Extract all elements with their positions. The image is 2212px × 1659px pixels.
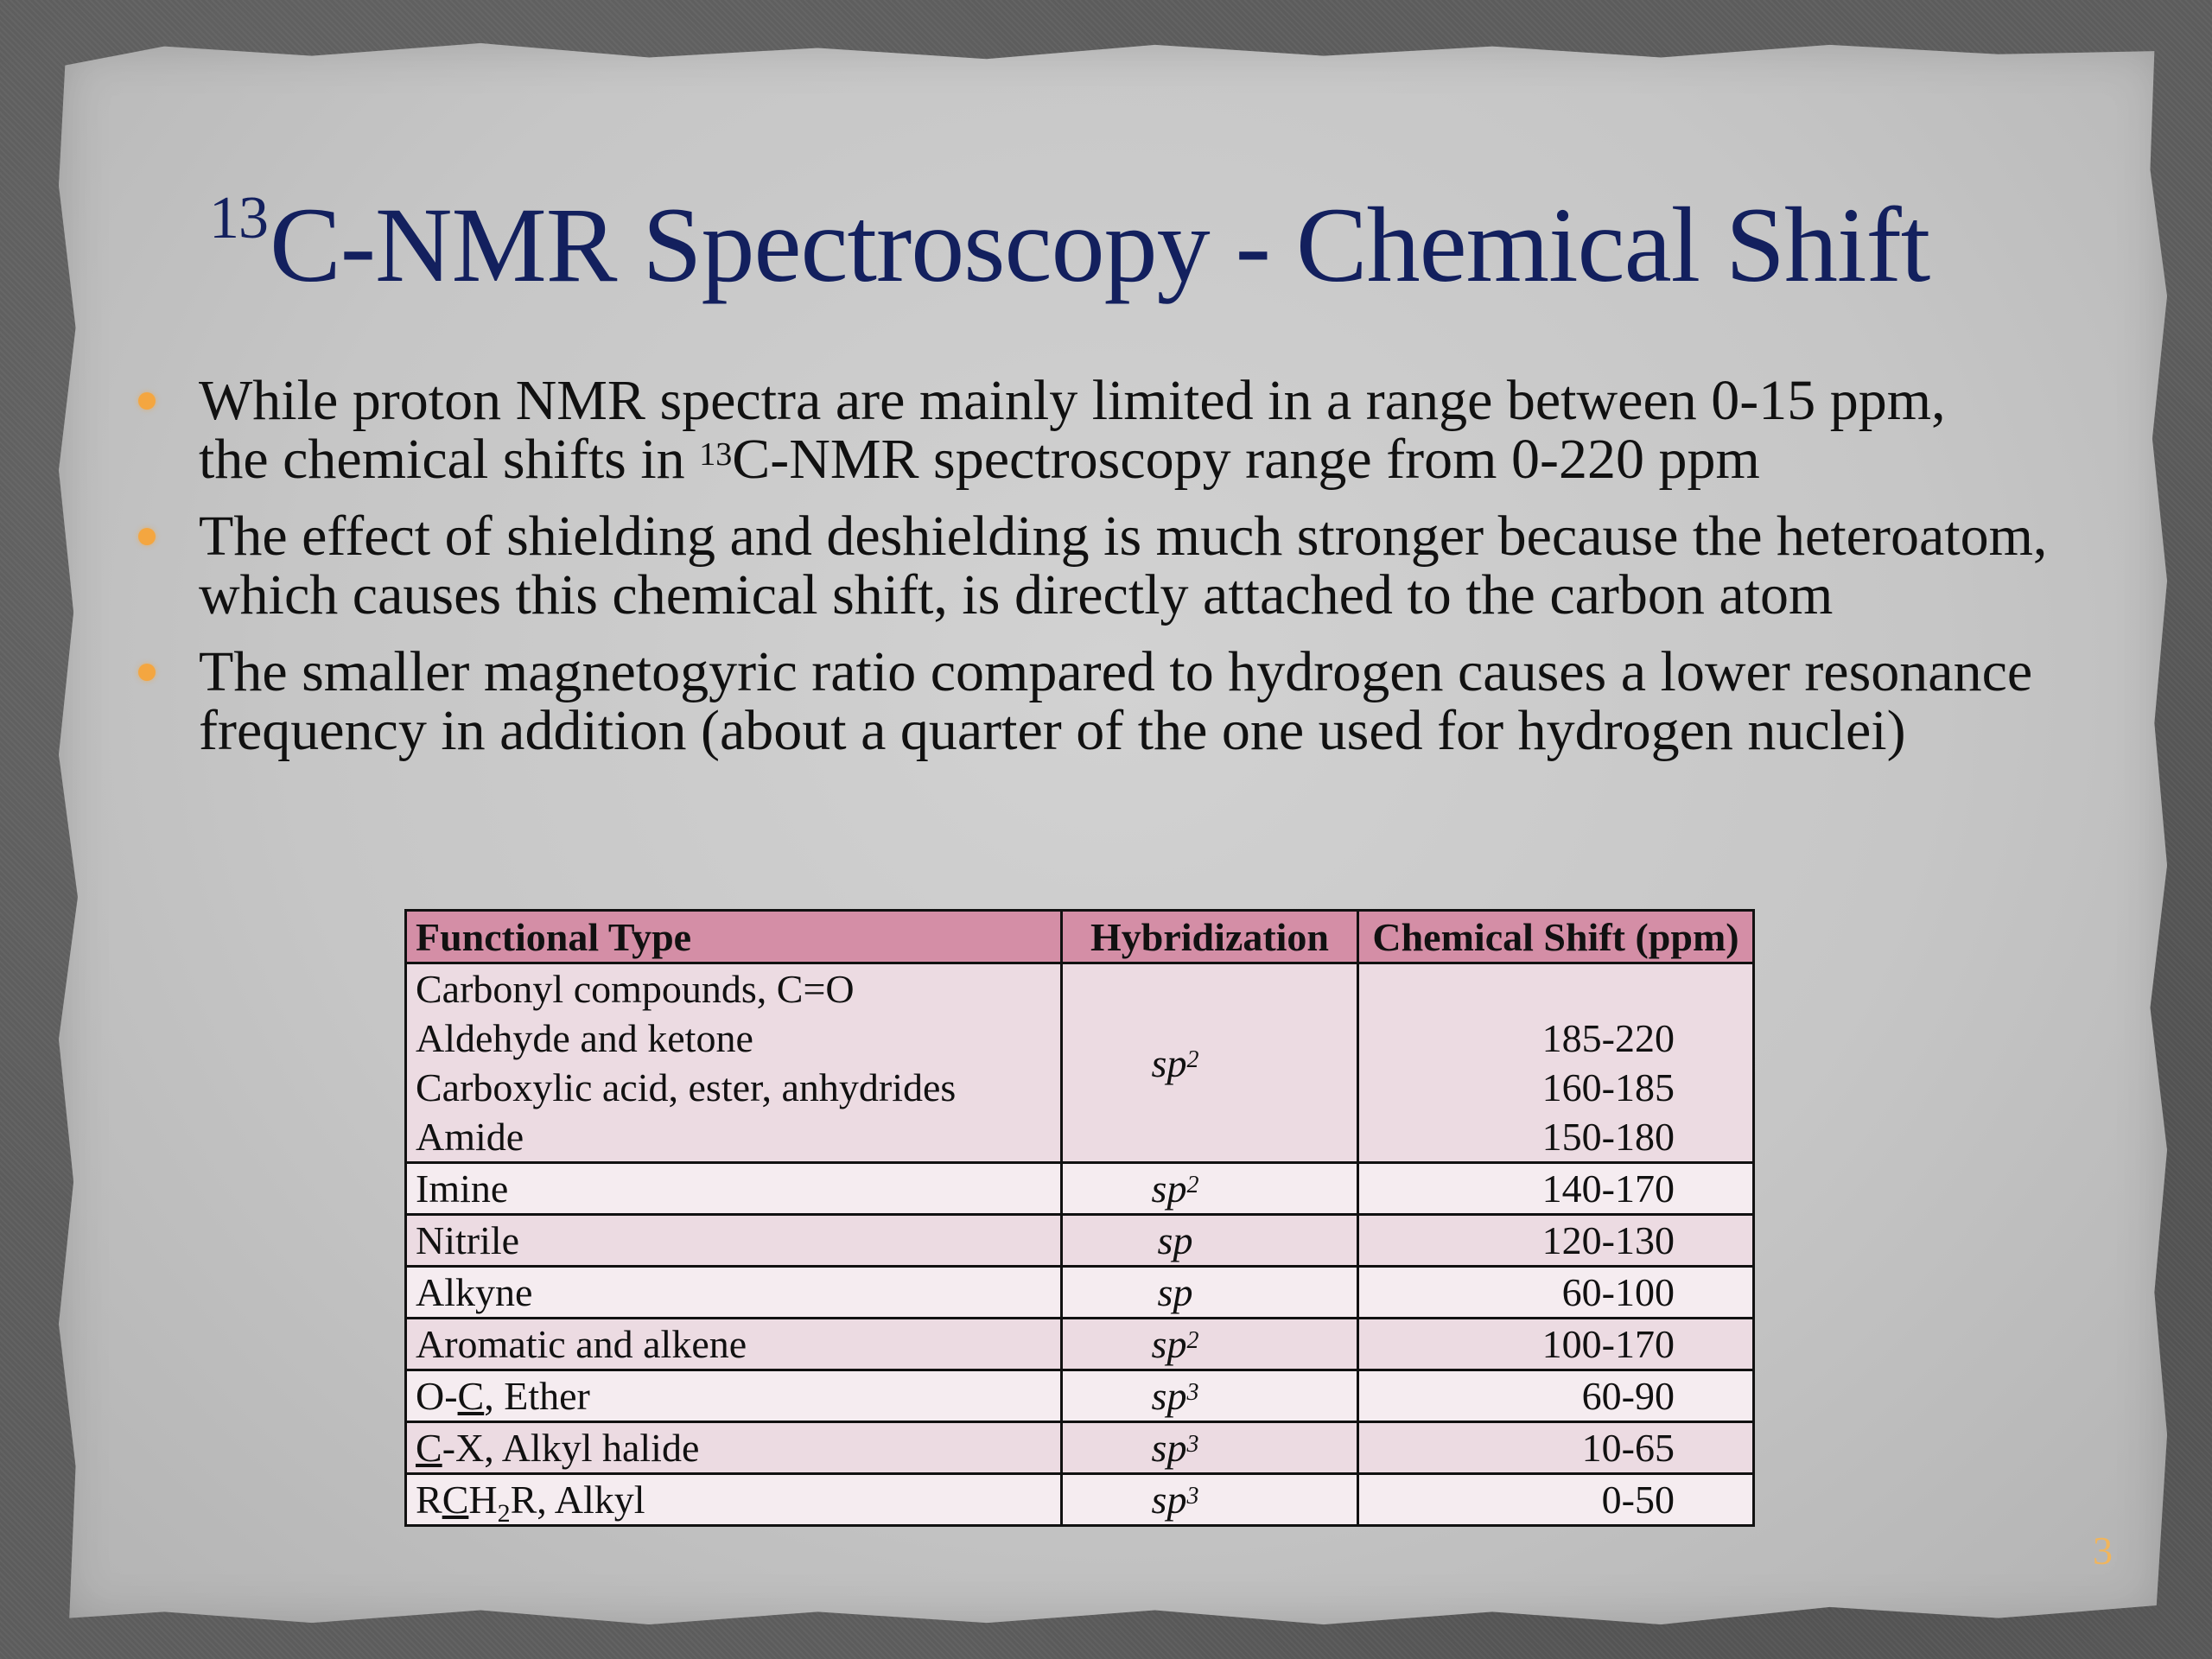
page-number: 3 xyxy=(2093,1529,2113,1573)
cell-hybridization xyxy=(1062,1163,1358,1215)
cell-functional-type: Aromatic and alkene xyxy=(406,1319,1062,1370)
bullet-item xyxy=(138,369,2091,491)
bullet-superscript: 13 xyxy=(699,436,733,473)
table-row-carbonyl xyxy=(406,963,1754,1163)
shift-line: 185-220 xyxy=(1541,1016,1675,1060)
hyb-superscript: 3 xyxy=(1186,1431,1199,1458)
bullet-text: The smaller magnetogyric ratio compared to hydrogen causes a lower resonance frequency in addition (about a quarter of the one used for hydrogen nuclei) xyxy=(199,640,2033,762)
cell-hybridization xyxy=(1062,1319,1358,1370)
table-row xyxy=(406,1422,1754,1474)
hyb-base: sp xyxy=(1151,1374,1187,1418)
type-line: Amide xyxy=(416,1115,524,1159)
cell-chemical-shift: 140-170 xyxy=(1358,1163,1754,1215)
bullet-dot-icon xyxy=(138,664,156,681)
table-row xyxy=(406,1215,1754,1267)
type-line: Carboxylic acid, ester, anhydrides xyxy=(416,1065,957,1109)
cell-hybridization xyxy=(1062,1422,1358,1474)
cell-functional-type: O-C, Ether xyxy=(406,1370,1062,1422)
cell-functional-type xyxy=(406,963,1062,1163)
chemical-shift-table xyxy=(404,909,1755,1527)
hyb-base: sp xyxy=(1151,1478,1187,1522)
type-line: Aldehyde and ketone xyxy=(416,1016,753,1060)
cell-hybridization xyxy=(1062,963,1358,1163)
table-header-row xyxy=(406,911,1754,963)
bullet-text: the chemical shifts in xyxy=(199,428,700,491)
bullet-text: C-NMR spectroscopy range from 0-220 ppm xyxy=(732,428,1760,491)
table-row xyxy=(406,1267,1754,1319)
hyb-base: sp xyxy=(1151,1322,1187,1366)
bullet-dot-icon xyxy=(138,528,156,545)
hyb-superscript: 2 xyxy=(1186,1046,1199,1073)
hyb-base: sp xyxy=(1151,1040,1187,1085)
bullet-dot-icon xyxy=(138,392,156,410)
hyb-base: sp xyxy=(1157,1218,1193,1262)
bullet-text: The effect of shielding and deshielding is much stronger because the heteroatom, which causes this chemical shift, is directly attached to the carbon atom xyxy=(199,505,2048,626)
title-superscript: 13 xyxy=(209,185,268,251)
hyb-superscript: 2 xyxy=(1186,1172,1199,1198)
bullet-text: While proton NMR spectra are mainly limited in a range between 0-15 ppm, xyxy=(199,369,1946,432)
title-text: C-NMR Spectroscopy - Chemical Shift xyxy=(270,186,1930,304)
table-row xyxy=(406,1163,1754,1215)
header-hybridization: Hybridization xyxy=(1062,911,1358,963)
bullet-item xyxy=(138,507,2091,625)
cell-functional-type: Nitrile xyxy=(406,1215,1062,1267)
cell-hybridization xyxy=(1062,1215,1358,1267)
cell-functional-type: $RCH_2R$, Alkyl xyxy=(406,1474,1062,1526)
header-chemical-shift: Chemical Shift (ppm) xyxy=(1358,911,1754,963)
type-line: Carbonyl compounds, C=O xyxy=(416,967,855,1011)
cell-hybridization xyxy=(1062,1370,1358,1422)
cell-functional-type: Imine xyxy=(406,1163,1062,1215)
slide-title xyxy=(209,185,1930,304)
header-functional-type: Functional Type xyxy=(406,911,1062,963)
cell-functional-type: C-X, Alkyl halide xyxy=(406,1422,1062,1474)
cell-hybridization xyxy=(1062,1474,1358,1526)
cell-chemical-shift: 120-130 xyxy=(1358,1215,1754,1267)
table-row xyxy=(406,1370,1754,1422)
cell-functional-type: Alkyne xyxy=(406,1267,1062,1319)
hyb-superscript: 3 xyxy=(1186,1379,1199,1406)
cell-chemical-shift: 0-50 xyxy=(1358,1474,1754,1526)
table-row xyxy=(406,1319,1754,1370)
cell-chemical-shift: 60-100 xyxy=(1358,1267,1754,1319)
hyb-base: sp xyxy=(1157,1270,1193,1314)
hyb-base: sp xyxy=(1151,1426,1187,1470)
hyb-base: sp xyxy=(1151,1166,1187,1211)
hyb-superscript: 3 xyxy=(1186,1483,1199,1510)
bullet-item xyxy=(138,640,2091,762)
cell-chemical-shift: 60-90 xyxy=(1358,1370,1754,1422)
shift-line: 160-185 xyxy=(1541,1065,1675,1109)
shift-line: 150-180 xyxy=(1541,1115,1675,1159)
bullet-list xyxy=(138,369,2091,779)
hyb-superscript: 2 xyxy=(1186,1327,1199,1354)
cell-chemical-shift: 10-65 xyxy=(1358,1422,1754,1474)
table-row xyxy=(406,1474,1754,1526)
cell-hybridization xyxy=(1062,1267,1358,1319)
cell-chemical-shift xyxy=(1358,963,1754,1163)
cell-chemical-shift: 100-170 xyxy=(1358,1319,1754,1370)
